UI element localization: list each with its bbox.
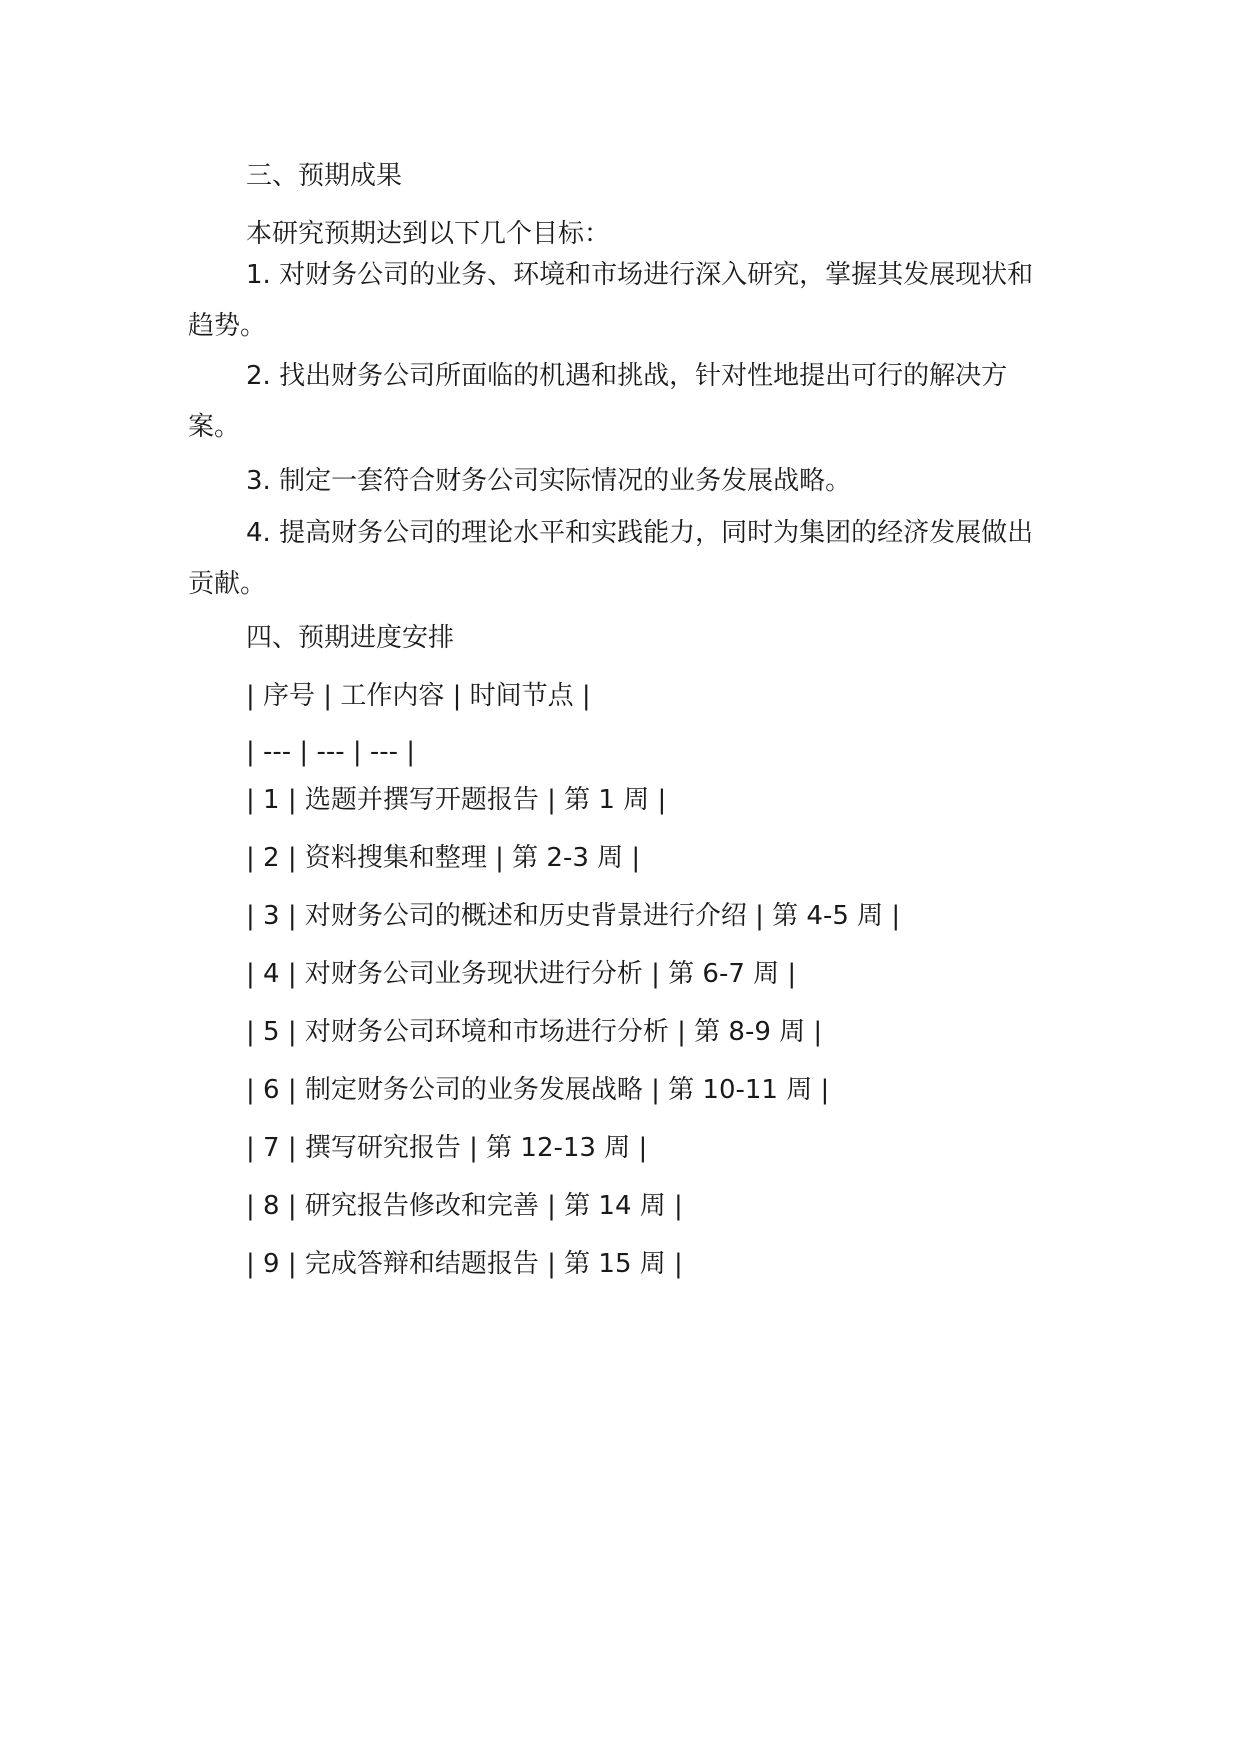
goal-item-2: 2. 找出财务公司所面临的机遇和挑战，针对性地提出可行的解决方案。 (188, 361, 1008, 442)
table-row: | 7 | 撰写研究报告 | 第 12-13 周 | (246, 1133, 648, 1163)
goal-item-3: 3. 制定一套符合财务公司实际情况的业务发展战略。 (246, 466, 852, 496)
table-header-row: | 序号 | 工作内容 | 时间节点 | (246, 681, 591, 711)
table-row: | 8 | 研究报告修改和完善 | 第 14 周 | (246, 1191, 683, 1221)
section-heading-expected-results: 三、预期成果 (246, 161, 403, 191)
table-row: | 6 | 制定财务公司的业务发展战略 | 第 10-11 周 | (246, 1075, 830, 1105)
table-row: | 1 | 选题并撰写开题报告 | 第 1 周 | (246, 785, 667, 815)
table-separator-row: | --- | --- | --- | (246, 737, 416, 767)
section-intro: 本研究预期达到以下几个目标： (246, 219, 611, 249)
table-row: | 2 | 资料搜集和整理 | 第 2-3 周 | (246, 843, 641, 873)
table-row: | 9 | 完成答辩和结题报告 | 第 15 周 | (246, 1249, 683, 1279)
goal-item-4: 4. 提高财务公司的理论水平和实践能力，同时为集团的经济发展做出贡献。 (188, 518, 1034, 599)
goal-item-1: 1. 对财务公司的业务、环境和市场进行深入研究，掌握其发展现状和趋势。 (188, 260, 1034, 341)
table-row: | 5 | 对财务公司环境和市场进行分析 | 第 8-9 周 | (246, 1017, 823, 1047)
table-row: | 3 | 对财务公司的概述和历史背景进行介绍 | 第 4-5 周 | (246, 901, 901, 931)
section-heading-schedule: 四、预期进度安排 (246, 623, 455, 653)
table-row: | 4 | 对财务公司业务现状进行分析 | 第 6-7 周 | (246, 959, 797, 989)
